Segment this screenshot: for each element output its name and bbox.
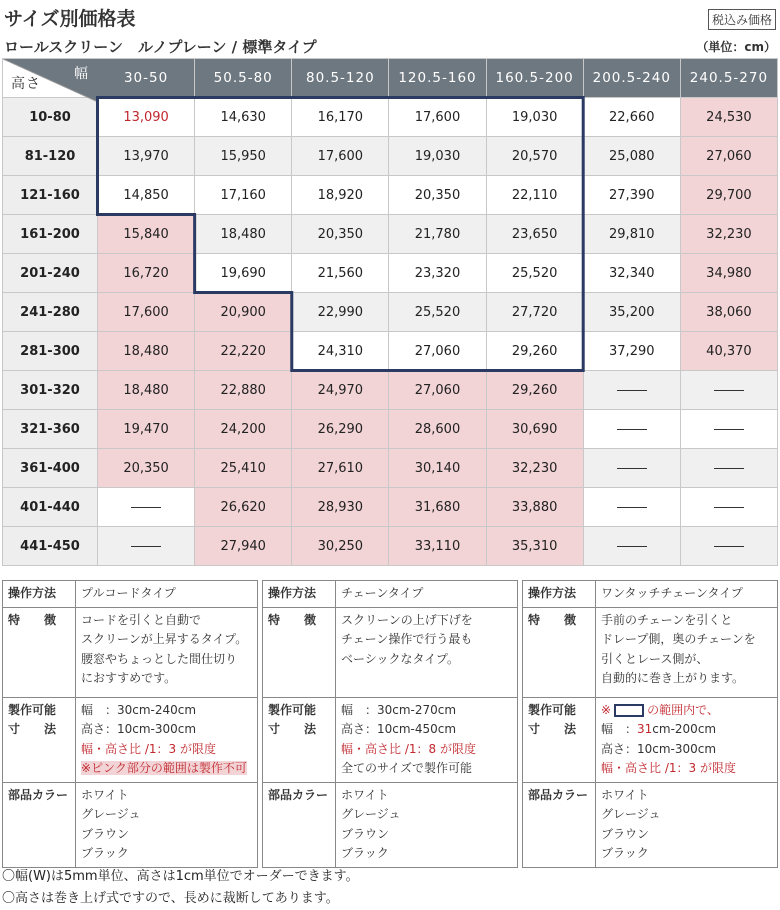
unit-label: （単位：cm） — [696, 40, 776, 54]
row-header: 361-400 — [3, 449, 98, 488]
price-cell: 16,170 — [292, 98, 389, 137]
spec-color-value: ホワイト グレージュ ブラウン ブラック — [336, 782, 518, 867]
spec-label-operation: 操作方法 — [263, 581, 336, 608]
price-cell — [583, 449, 680, 488]
price-cell: 29,260 — [486, 371, 583, 410]
price-cell: 14,630 — [195, 98, 292, 137]
price-cell: 23,650 — [486, 215, 583, 254]
row-header: 10-80 — [3, 98, 98, 137]
unavailable-dash — [617, 429, 647, 430]
column-header: 30-50 — [98, 59, 195, 98]
price-cell: 18,480 — [98, 332, 195, 371]
price-cell: 27,390 — [583, 176, 680, 215]
spec-size-value: ※ の範囲内で、 幅 ：31cm-200cm 高さ：10cm-300cm 幅・高さ比 /1：3 が限度 — [596, 697, 778, 782]
product-subtitle: ロールスクリーン ルノプレーン / 標準タイプ — [4, 38, 317, 56]
price-cell — [583, 410, 680, 449]
spec-operation-value: チェーンタイプ — [336, 581, 518, 608]
price-table — [2, 58, 778, 566]
price-cell — [680, 371, 777, 410]
price-cell: 24,200 — [195, 410, 292, 449]
unavailable-dash — [714, 546, 744, 547]
price-cell — [680, 410, 777, 449]
price-cell: 21,560 — [292, 254, 389, 293]
spec-size-value: 幅 ：30cm-240cm 高さ：10cm-300cm 幅・高さ比 /1：3 が限度 ※ピンク部分の範囲は製作不可 — [76, 697, 258, 782]
navy-box-icon — [614, 704, 644, 717]
price-cell: 17,600 — [389, 98, 486, 137]
spec-feature-value: 手前のチェーンを引くと ドレープ側，奥のチェーンを 引くとレース側が、 自動的に巻き上がります。 — [596, 607, 778, 697]
price-cell: 20,350 — [292, 215, 389, 254]
price-cell: 38,060 — [680, 293, 777, 332]
note-width-unit: 〇幅(W)は5mm単位、高さは1cm単位でオーダーできます。 — [2, 869, 359, 884]
spec-label-size: 製作可能 寸 法 — [3, 697, 76, 782]
column-header: 160.5-200 — [486, 59, 583, 98]
table-row — [3, 137, 778, 176]
unavailable-dash — [714, 507, 744, 508]
row-header: 201-240 — [3, 254, 98, 293]
spec-table-chain — [262, 580, 518, 868]
price-table-header-row — [3, 59, 778, 98]
price-cell: 17,160 — [195, 176, 292, 215]
row-header: 281-300 — [3, 332, 98, 371]
price-cell: 32,340 — [583, 254, 680, 293]
price-cell — [680, 527, 777, 566]
price-cell — [98, 488, 195, 527]
price-cell: 25,520 — [389, 293, 486, 332]
table-row — [3, 176, 778, 215]
price-cell: 29,260 — [486, 332, 583, 371]
table-row — [3, 332, 778, 371]
price-cell: 32,230 — [680, 215, 777, 254]
price-cell — [583, 371, 680, 410]
table-row — [3, 293, 778, 332]
price-cell: 27,940 — [195, 527, 292, 566]
price-cell: 27,720 — [486, 293, 583, 332]
price-cell: 28,600 — [389, 410, 486, 449]
column-header: 240.5-270 — [680, 59, 777, 98]
table-corner-cell — [3, 59, 98, 98]
price-cell: 22,220 — [195, 332, 292, 371]
spec-label-feature: 特 徴 — [523, 607, 596, 697]
spec-size-value: 幅 ：30cm-270cm 高さ：10cm-450cm 幅・高さ比 /1：8 が限度 全てのサイズで製作可能 — [336, 697, 518, 782]
row-header: 301-320 — [3, 371, 98, 410]
price-cell: 17,600 — [292, 137, 389, 176]
price-cell: 19,030 — [389, 137, 486, 176]
price-cell: 30,140 — [389, 449, 486, 488]
price-cell: 24,970 — [292, 371, 389, 410]
unavailable-dash — [131, 507, 161, 508]
price-cell: 17,600 — [98, 293, 195, 332]
price-cell: 19,690 — [195, 254, 292, 293]
price-cell: 21,780 — [389, 215, 486, 254]
price-cell: 19,470 — [98, 410, 195, 449]
spec-table-one-touch-chain — [522, 580, 778, 868]
spec-label-operation: 操作方法 — [3, 581, 76, 608]
column-header: 80.5-120 — [292, 59, 389, 98]
price-cell: 18,920 — [292, 176, 389, 215]
table-row — [3, 449, 778, 488]
spec-label-color: 部品カラー — [523, 782, 596, 867]
unavailable-dash — [714, 429, 744, 430]
spec-operation-value: プルコードタイプ — [76, 581, 258, 608]
spec-color-value: ホワイト グレージュ ブラウン ブラック — [596, 782, 778, 867]
price-cell: 34,980 — [680, 254, 777, 293]
price-cell: 31,680 — [389, 488, 486, 527]
price-cell: 22,880 — [195, 371, 292, 410]
price-cell: 25,520 — [486, 254, 583, 293]
unavailable-dash — [617, 546, 647, 547]
table-row — [3, 488, 778, 527]
spec-label-feature: 特 徴 — [3, 607, 76, 697]
table-row — [3, 527, 778, 566]
spec-label-size: 製作可能 寸 法 — [263, 697, 336, 782]
corner-width-label: 幅 — [74, 66, 89, 82]
price-cell: 27,060 — [389, 371, 486, 410]
row-header: 161-200 — [3, 215, 98, 254]
unavailable-dash — [617, 507, 647, 508]
table-row — [3, 371, 778, 410]
price-cell: 27,060 — [389, 332, 486, 371]
price-cell: 37,290 — [583, 332, 680, 371]
spec-table-pull-cord — [2, 580, 258, 868]
row-header: 321-360 — [3, 410, 98, 449]
price-cell: 18,480 — [195, 215, 292, 254]
price-cell: 25,080 — [583, 137, 680, 176]
price-cell: 22,990 — [292, 293, 389, 332]
spec-label-feature: 特 徴 — [263, 607, 336, 697]
row-header: 241-280 — [3, 293, 98, 332]
spec-feature-value: コードを引くと自動で スクリーンが上昇するタイプ。 腰窓やちょっとした間仕切り におすすめです。 — [76, 607, 258, 697]
price-cell: 27,060 — [680, 137, 777, 176]
column-header: 120.5-160 — [389, 59, 486, 98]
price-cell: 30,690 — [486, 410, 583, 449]
price-cell: 22,660 — [583, 98, 680, 137]
price-cell: 33,880 — [486, 488, 583, 527]
price-cell: 35,200 — [583, 293, 680, 332]
spec-label-color: 部品カラー — [263, 782, 336, 867]
page-title: サイズ別価格表 — [4, 8, 136, 30]
price-cell: 18,480 — [98, 371, 195, 410]
price-cell: 14,850 — [98, 176, 195, 215]
price-cell: 13,970 — [98, 137, 195, 176]
price-cell: 24,310 — [292, 332, 389, 371]
column-header: 200.5-240 — [583, 59, 680, 98]
price-cell: 28,930 — [292, 488, 389, 527]
price-cell: 27,610 — [292, 449, 389, 488]
price-cell: 15,950 — [195, 137, 292, 176]
spec-feature-value: スクリーンの上げ下げを チェーン操作で行う最も ベーシックなタイプ。 — [336, 607, 518, 697]
table-row — [3, 215, 778, 254]
price-cell — [680, 449, 777, 488]
spec-label-operation: 操作方法 — [523, 581, 596, 608]
price-cell — [583, 527, 680, 566]
price-cell: 26,290 — [292, 410, 389, 449]
spec-color-value: ホワイト グレージュ ブラウン ブラック — [76, 782, 258, 867]
row-header: 81-120 — [3, 137, 98, 176]
price-cell: 15,840 — [98, 215, 195, 254]
price-cell — [583, 488, 680, 527]
price-cell: 20,350 — [98, 449, 195, 488]
tax-included-badge: 税込み価格 — [708, 9, 776, 30]
table-row — [3, 254, 778, 293]
unavailable-dash — [617, 390, 647, 391]
price-cell: 24,530 — [680, 98, 777, 137]
price-cell: 25,410 — [195, 449, 292, 488]
corner-height-label: 高さ — [11, 76, 41, 92]
price-cell: 29,700 — [680, 176, 777, 215]
price-cell: 20,900 — [195, 293, 292, 332]
price-cell: 35,310 — [486, 527, 583, 566]
price-cell: 40,370 — [680, 332, 777, 371]
unavailable-dash — [714, 468, 744, 469]
unavailable-dash — [617, 468, 647, 469]
row-header: 401-440 — [3, 488, 98, 527]
price-cell: 33,110 — [389, 527, 486, 566]
spec-label-color: 部品カラー — [3, 782, 76, 867]
table-row — [3, 410, 778, 449]
price-cell: 16,720 — [98, 254, 195, 293]
price-cell: 22,110 — [486, 176, 583, 215]
row-header: 441-450 — [3, 527, 98, 566]
price-cell — [680, 488, 777, 527]
price-cell: 29,810 — [583, 215, 680, 254]
price-cell: 23,320 — [389, 254, 486, 293]
column-header: 50.5-80 — [195, 59, 292, 98]
row-header: 121-160 — [3, 176, 98, 215]
note-height-cut: 〇高さは巻き上げ式ですので、長めに裁断してあります。 — [2, 891, 339, 906]
spec-operation-value: ワンタッチチェーンタイプ — [596, 581, 778, 608]
price-cell: 32,230 — [486, 449, 583, 488]
price-cell: 26,620 — [195, 488, 292, 527]
unavailable-dash — [131, 546, 161, 547]
spec-label-size: 製作可能 寸 法 — [523, 697, 596, 782]
price-cell: 20,570 — [486, 137, 583, 176]
price-cell: 13,090 — [98, 98, 195, 137]
price-cell: 20,350 — [389, 176, 486, 215]
price-cell: 19,030 — [486, 98, 583, 137]
price-cell: 30,250 — [292, 527, 389, 566]
unavailable-dash — [714, 390, 744, 391]
table-row — [3, 98, 778, 137]
price-cell — [98, 527, 195, 566]
